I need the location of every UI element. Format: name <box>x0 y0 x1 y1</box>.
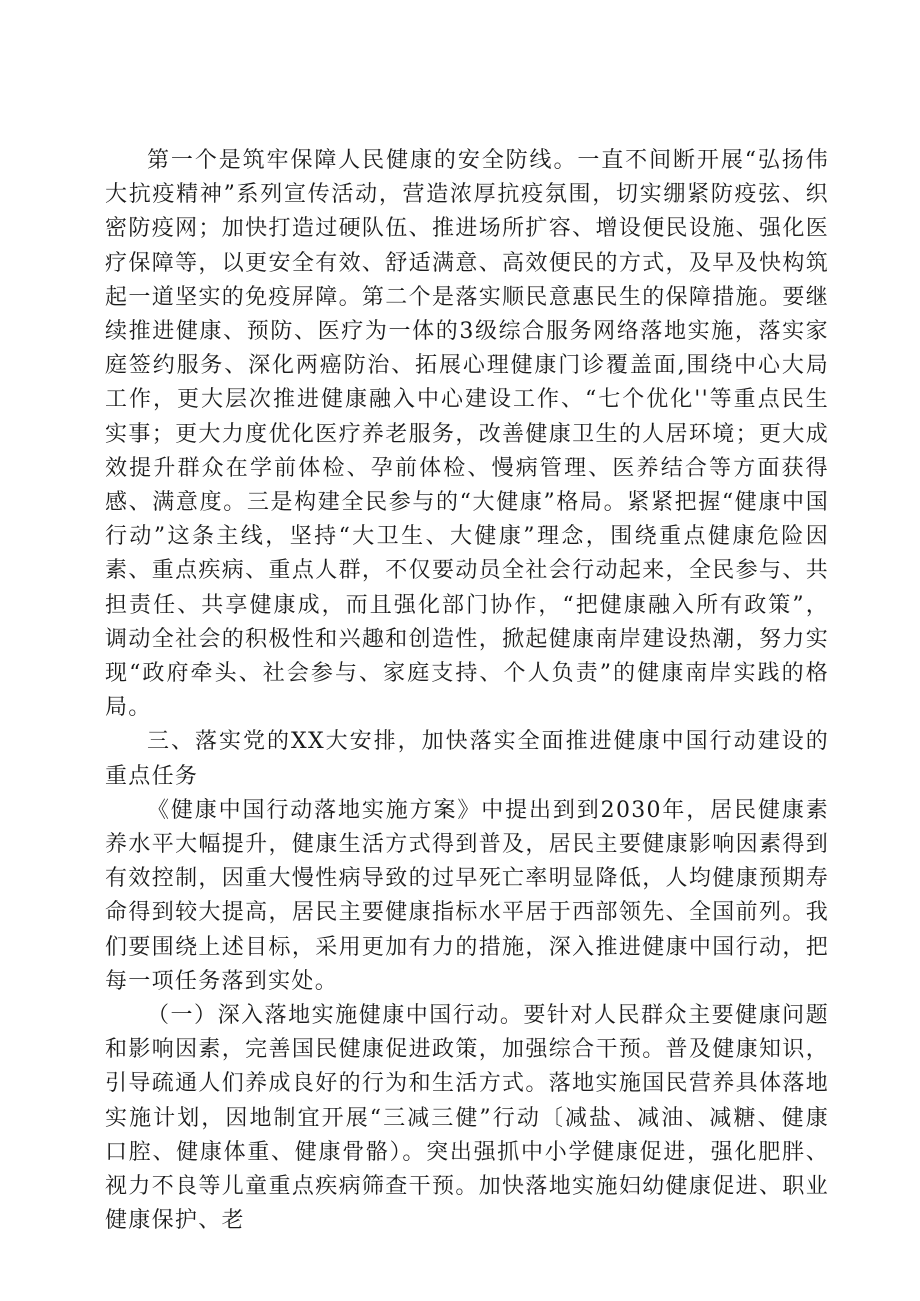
body-paragraph: 《健康中国行动落地实施方案》中提出到到2030年，居民健康素养水平大幅提升，健康生活方式得到普及，居民主要健康影响因素得到有效控制，因重大慢性病导致的过早死亡率明显降低，人均健康预期寿命得到较大提高，居民主要健康指标水平居于西部领先、全国前列。我们要围绕上述目标，采用更加有力的措施，深入推进健康中国行动，把每一项任务落到实处。 <box>105 797 829 994</box>
document-body <box>105 144 829 1239</box>
body-paragraph: （一）深入落地实施健康中国行动。要针对人民群众主要健康问题和影响因素，完善国民健康促进政策，加强综合干预。普及健康知识，引导疏通人们养成良好的行为和生活方式。落地实施国民营养具体落地实施计划，因地制宜开展“三减三健”行动〔减盐、减油、减糖、健康口腔、健康体重、健康骨骼）。突出强抓中小学健康促进，强化肥胖、视力不良等儿童重点疾病筛查干预。加快落地实施妇幼健康促进、职业健康保护、老 <box>105 1003 829 1234</box>
body-paragraph: 第一个是筑牢保障人民健康的安全防线。一直不间断开展“弘扬伟大抗疫精神”系列宣传活动，营造浓厚抗疫氛围，切实绷紧防疫弦、织密防疫网；加快打造过硬队伍、推进场所扩容、增设便民设施、强化医疗保障等，以更安全有效、舒适满意、高效便民的方式，及早及快构筑起一道坚实的免疫屏障。第二个是落实顺民意惠民生的保障措施。要继续推进健康、预防、医疗为一体的3级综合服务网络落地实施，落实家庭签约服务、深化两癌防治、拓展心理健康门诊覆盖面,围绕中心大局工作，更大层次推进健康融入中心建设工作、“七个优化''等重点民生实事；更大力度优化医疗养老服务，改善健康卫生的人居环境；更大成效提升群众在学前体检、孕前体检、慢病管理、医养结合等方面获得感、满意度。三是构建全民参与的“大健康”格局。紧紧把握“健康中国行动”这条主线，坚持“大卫生、大健康”理念，围绕重点健康危险因素、重点疾病、重点人群，不仅要动员全社会行动起来，全民参与、共担责任、共享健康成，而且强化部门协作，“把健康融入所有政策”，调动全社会的积极性和兴趣和创造性，掀起健康南岸建设热潮，努力实现“政府牵头、社会参与、家庭支持、个人负责”的健康南岸实践的格局。 <box>105 148 829 721</box>
section-heading: 三、落实党的XX大安排，加快落实全面推进健康中国行动建设的重点任务 <box>105 729 829 789</box>
